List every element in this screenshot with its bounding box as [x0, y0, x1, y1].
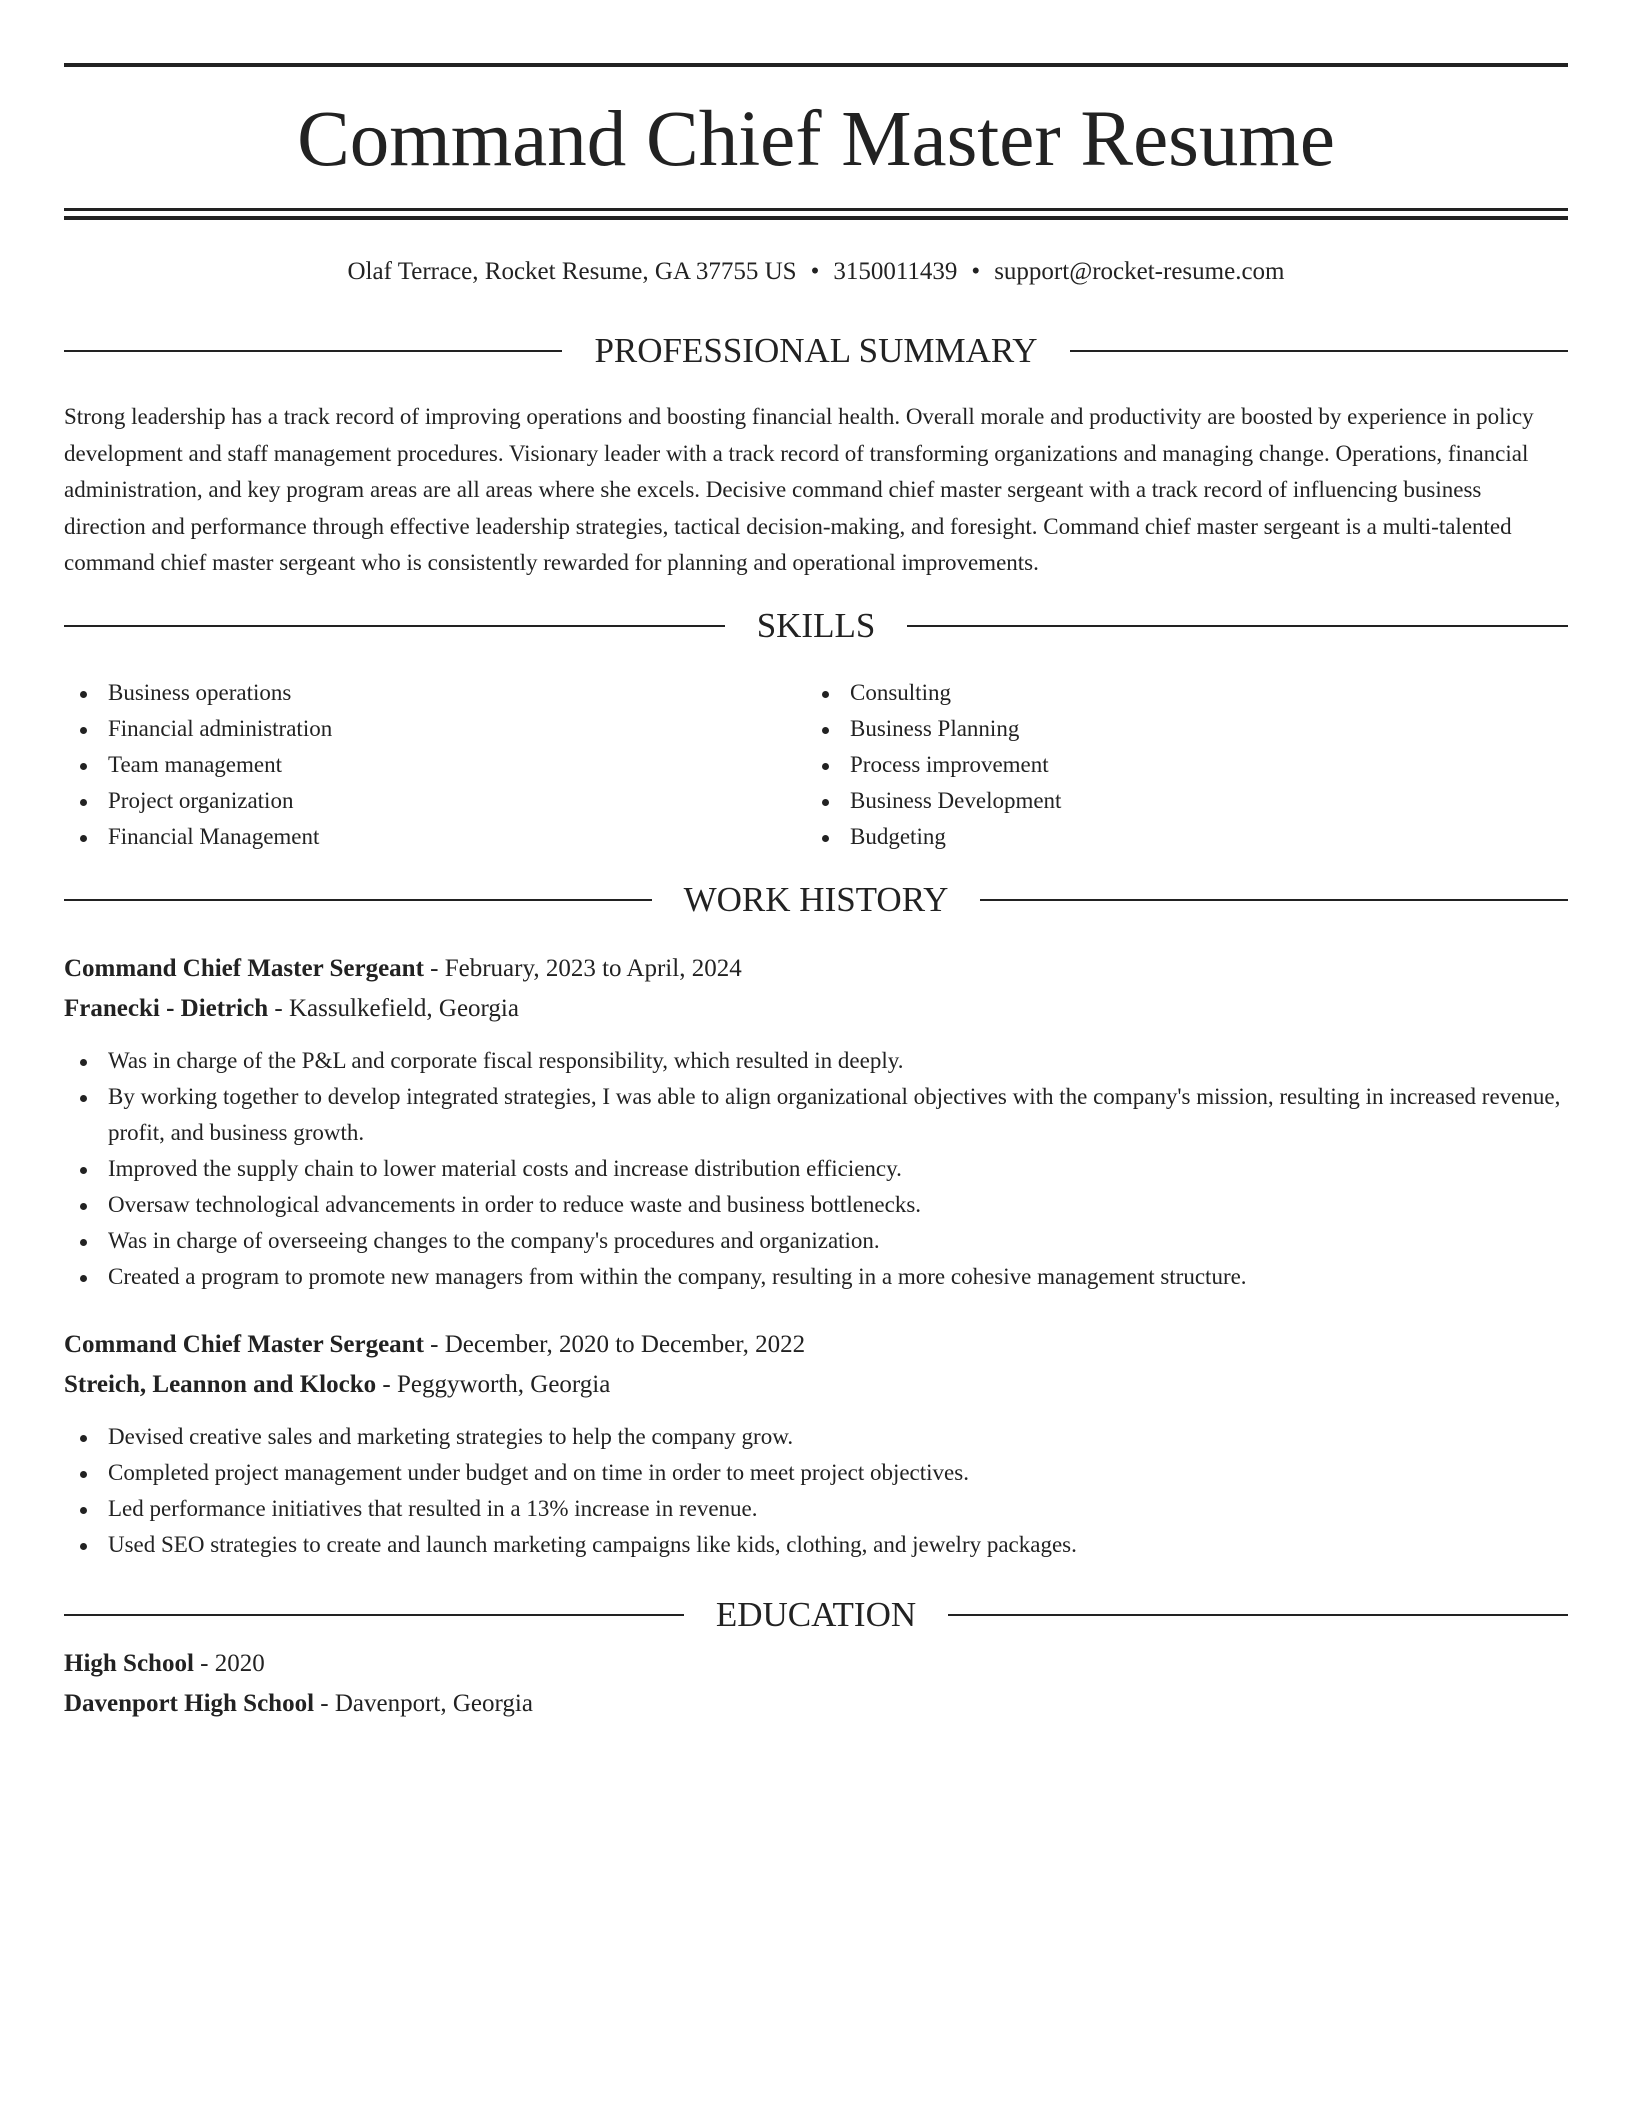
job-title-line: [64, 1327, 1568, 1363]
skill-item: Consulting: [806, 675, 1506, 711]
section-heading-summary: [64, 331, 1568, 371]
skill-item: Business operations: [64, 675, 764, 711]
contact-separator: •: [971, 258, 981, 285]
skill-item: Budgeting: [806, 819, 1506, 855]
section-title: SKILLS: [756, 606, 876, 645]
contact-separator: •: [810, 258, 820, 285]
section-heading-work: [64, 880, 1568, 920]
dash: -: [430, 955, 439, 982]
job-location: Kassulkefield, Georgia: [288, 995, 519, 1022]
job-bullet: Devised creative sales and marketing strategies to help the company grow.: [64, 1419, 1568, 1455]
skill-item: Project organization: [64, 783, 764, 819]
job-dates: December, 2020 to December, 2022: [444, 1331, 806, 1358]
section-heading-education: [64, 1595, 1568, 1635]
job-location: Peggyworth, Georgia: [396, 1371, 611, 1398]
job-bullet: Completed project management under budget and on time in order to meet project objectives.: [64, 1455, 1568, 1491]
job-bullet: Was in charge of overseeing changes to the company's procedures and organization.: [64, 1223, 1568, 1259]
section-title: EDUCATION: [715, 1595, 917, 1634]
title-rule-upper: [64, 208, 1568, 211]
job-title: Command Chief Master Sergeant: [64, 955, 424, 982]
job-bullet: Was in charge of the P&L and corporate fiscal responsibility, which resulted in deeply.: [64, 1043, 1568, 1079]
education-school: Davenport High School: [64, 1690, 315, 1717]
dash: -: [200, 1650, 209, 1677]
job-company: Franecki - Dietrich: [64, 995, 269, 1022]
contact-line: [64, 254, 1568, 290]
dash: -: [382, 1371, 391, 1398]
heading-rule: [948, 1614, 1568, 1616]
job-bullets: [64, 1419, 1568, 1563]
skill-item: Financial Management: [64, 819, 764, 855]
contact-phone: 3150011439: [833, 258, 958, 285]
heading-rule: [64, 350, 562, 352]
skill-item: Financial administration: [64, 711, 764, 747]
education-degree-line: [64, 1646, 1568, 1682]
job-bullet: Created a program to promote new managers from within the company, resulting in a more cohesive management structure.: [64, 1259, 1568, 1295]
education-school-line: [64, 1686, 1568, 1722]
job-bullets: [64, 1043, 1568, 1295]
skills-list-left: [64, 675, 764, 855]
summary-text: Strong leadership has a track record of improving operations and boosting financial health. Overall morale and productivity are boosted by experience in policy development and staff management procedures. Visionary leader with a track record of transforming organizations and managing change. Operations, financial administration, and key program areas are all areas where she excels. Decisive command chief master sergeant with a track record of influencing business direction and performance through effective leadership strategies, tactical decision-making, and foresight. Command chief master sergeant is a multi-talented command chief master sergeant who is consistently rewarded for planning and operational improvements.: [64, 404, 1534, 575]
heading-rule: [980, 899, 1568, 901]
job-bullet: By working together to develop integrated strategies, I was able to align organizational objectives with the company's mission, resulting in increased revenue, profit, and business growth.: [64, 1079, 1568, 1151]
dash: -: [320, 1690, 329, 1717]
job-company-line: [64, 991, 1568, 1027]
job-bullet: Oversaw technological advancements in order to reduce waste and business bottlenecks.: [64, 1187, 1568, 1223]
job-bullet: Used SEO strategies to create and launch marketing campaigns like kids, clothing, and jewelry packages.: [64, 1527, 1568, 1563]
education-degree: High School: [64, 1650, 194, 1677]
job-title: Command Chief Master Sergeant: [64, 1331, 424, 1358]
job-company: Streich, Leannon and Klocko: [64, 1371, 377, 1398]
job-company-line: [64, 1367, 1568, 1403]
section-title: WORK HISTORY: [683, 880, 949, 919]
heading-rule: [64, 625, 725, 627]
job-title-line: [64, 951, 1568, 987]
dash: -: [430, 1331, 439, 1358]
skill-item: Business Development: [806, 783, 1506, 819]
contact-email: support@rocket-resume.com: [994, 258, 1285, 285]
skills-list-right: [806, 675, 1506, 855]
dash: -: [274, 995, 283, 1022]
section-heading-skills: [64, 606, 1568, 646]
resume-title: Command Chief Master Resume: [297, 96, 1335, 183]
skill-item: Process improvement: [806, 747, 1506, 783]
job-bullet: Improved the supply chain to lower material costs and increase distribution efficiency.: [64, 1151, 1568, 1187]
heading-rule: [1070, 350, 1568, 352]
education-year: 2020: [214, 1650, 265, 1677]
heading-rule: [64, 1614, 684, 1616]
heading-rule: [64, 899, 652, 901]
top-rule: [64, 63, 1568, 67]
contact-address: Olaf Terrace, Rocket Resume, GA 37755 US: [347, 258, 797, 285]
heading-rule: [907, 625, 1568, 627]
skill-item: Team management: [64, 747, 764, 783]
job-dates: February, 2023 to April, 2024: [444, 955, 742, 982]
job-bullet: Led performance initiatives that resulted in a 13% increase in revenue.: [64, 1491, 1568, 1527]
skill-item: Business Planning: [806, 711, 1506, 747]
section-title: PROFESSIONAL SUMMARY: [594, 331, 1038, 370]
education-location: Davenport, Georgia: [334, 1690, 533, 1717]
title-rule-lower: [64, 216, 1568, 220]
